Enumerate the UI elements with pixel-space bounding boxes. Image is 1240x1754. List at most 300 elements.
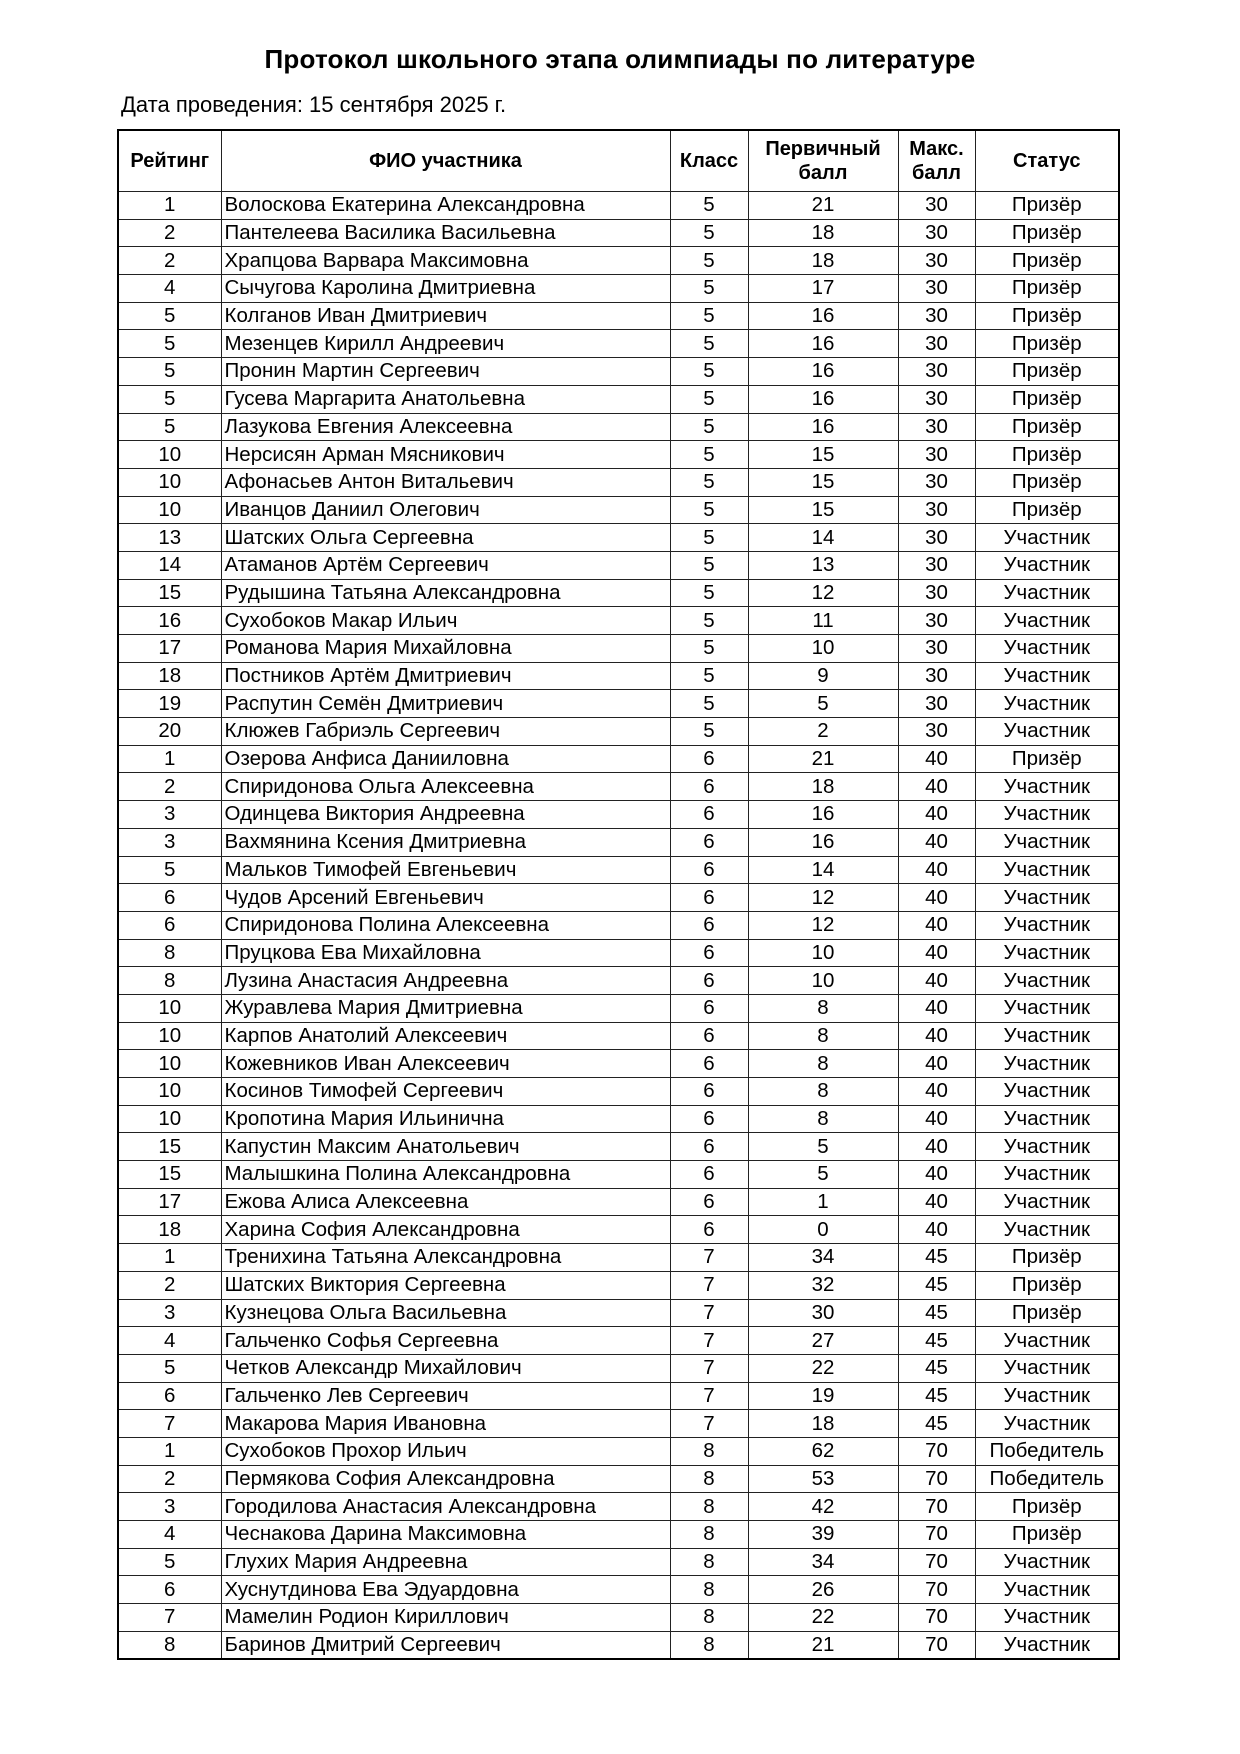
cell-participant-name: Гальченко Софья Сергеевна <box>221 1327 670 1355</box>
cell-participant-name: Чеснакова Дарина Максимовна <box>221 1521 670 1549</box>
cell-class: 6 <box>670 1188 748 1216</box>
cell-rank: 17 <box>118 635 221 663</box>
cell-max-score: 30 <box>898 247 975 275</box>
cell-status: Призёр <box>975 496 1119 524</box>
table-row <box>118 1327 1119 1355</box>
cell-class: 6 <box>670 745 748 773</box>
cell-primary-score: 5 <box>748 690 898 718</box>
cell-participant-name: Журавлева Мария Дмитриевна <box>221 994 670 1022</box>
table-row <box>118 1133 1119 1161</box>
table-row <box>118 884 1119 912</box>
cell-status: Призёр <box>975 1244 1119 1272</box>
cell-participant-name: Афонасьев Антон Витальевич <box>221 468 670 496</box>
cell-primary-score: 21 <box>748 192 898 220</box>
cell-max-score: 40 <box>898 745 975 773</box>
cell-primary-score: 0 <box>748 1216 898 1244</box>
cell-primary-score: 30 <box>748 1299 898 1327</box>
cell-rank: 5 <box>118 302 221 330</box>
cell-participant-name: Сухобоков Макар Ильич <box>221 607 670 635</box>
cell-class: 6 <box>670 1216 748 1244</box>
header-row <box>118 130 1119 192</box>
cell-max-score: 30 <box>898 192 975 220</box>
cell-max-score: 30 <box>898 607 975 635</box>
cell-class: 5 <box>670 192 748 220</box>
cell-rank: 10 <box>118 994 221 1022</box>
cell-status: Призёр <box>975 219 1119 247</box>
cell-status: Призёр <box>975 385 1119 413</box>
cell-max-score: 40 <box>898 801 975 829</box>
cell-status: Призёр <box>975 468 1119 496</box>
cell-participant-name: Клюжев Габриэль Сергеевич <box>221 718 670 746</box>
cell-status: Призёр <box>975 441 1119 469</box>
cell-participant-name: Одинцева Виктория Андреевна <box>221 801 670 829</box>
cell-status: Участник <box>975 1576 1119 1604</box>
cell-participant-name: Баринов Дмитрий Сергеевич <box>221 1631 670 1659</box>
cell-status: Участник <box>975 524 1119 552</box>
cell-status: Призёр <box>975 1299 1119 1327</box>
cell-max-score: 30 <box>898 524 975 552</box>
cell-primary-score: 17 <box>748 275 898 303</box>
cell-primary-score: 21 <box>748 745 898 773</box>
table-row <box>118 635 1119 663</box>
cell-rank: 10 <box>118 1022 221 1050</box>
cell-max-score: 30 <box>898 468 975 496</box>
table-row <box>118 607 1119 635</box>
table-row <box>118 1105 1119 1133</box>
cell-rank: 18 <box>118 662 221 690</box>
cell-status: Участник <box>975 967 1119 995</box>
cell-participant-name: Иванцов Даниил Олегович <box>221 496 670 524</box>
cell-class: 6 <box>670 994 748 1022</box>
cell-participant-name: Хуснутдинова Ева Эдуардовна <box>221 1576 670 1604</box>
cell-class: 6 <box>670 1050 748 1078</box>
table-row <box>118 192 1119 220</box>
table-row <box>118 275 1119 303</box>
cell-class: 5 <box>670 496 748 524</box>
cell-status: Призёр <box>975 330 1119 358</box>
cell-rank: 6 <box>118 911 221 939</box>
cell-primary-score: 15 <box>748 468 898 496</box>
cell-status: Участник <box>975 1078 1119 1106</box>
cell-class: 7 <box>670 1382 748 1410</box>
table-row <box>118 801 1119 829</box>
cell-class: 5 <box>670 468 748 496</box>
cell-status: Участник <box>975 1410 1119 1438</box>
cell-class: 8 <box>670 1493 748 1521</box>
cell-participant-name: Гусева Маргарита Анатольевна <box>221 385 670 413</box>
cell-status: Призёр <box>975 302 1119 330</box>
cell-participant-name: Лазукова Евгения Алексеевна <box>221 413 670 441</box>
cell-rank: 2 <box>118 773 221 801</box>
table-row <box>118 939 1119 967</box>
cell-class: 6 <box>670 1133 748 1161</box>
cell-rank: 15 <box>118 579 221 607</box>
cell-status: Призёр <box>975 1271 1119 1299</box>
table-row <box>118 1465 1119 1493</box>
cell-class: 7 <box>670 1327 748 1355</box>
cell-rank: 2 <box>118 219 221 247</box>
cell-rank: 1 <box>118 1437 221 1465</box>
cell-max-score: 30 <box>898 496 975 524</box>
cell-max-score: 30 <box>898 302 975 330</box>
cell-status: Призёр <box>975 192 1119 220</box>
table-row <box>118 413 1119 441</box>
table-row <box>118 1216 1119 1244</box>
cell-rank: 1 <box>118 192 221 220</box>
cell-status: Участник <box>975 551 1119 579</box>
cell-rank: 10 <box>118 1105 221 1133</box>
cell-primary-score: 10 <box>748 635 898 663</box>
table-row <box>118 856 1119 884</box>
header-primary-score <box>748 130 898 192</box>
cell-status: Участник <box>975 635 1119 663</box>
cell-participant-name: Косинов Тимофей Сергеевич <box>221 1078 670 1106</box>
table-row <box>118 247 1119 275</box>
cell-class: 5 <box>670 524 748 552</box>
cell-max-score: 40 <box>898 994 975 1022</box>
cell-status: Призёр <box>975 413 1119 441</box>
cell-class: 7 <box>670 1299 748 1327</box>
cell-max-score: 40 <box>898 773 975 801</box>
cell-rank: 6 <box>118 1576 221 1604</box>
cell-primary-score: 8 <box>748 1022 898 1050</box>
table-row <box>118 441 1119 469</box>
cell-primary-score: 42 <box>748 1493 898 1521</box>
cell-participant-name: Кожевников Иван Алексеевич <box>221 1050 670 1078</box>
cell-max-score: 40 <box>898 1050 975 1078</box>
cell-participant-name: Спиридонова Ольга Алексеевна <box>221 773 670 801</box>
cell-primary-score: 12 <box>748 911 898 939</box>
cell-primary-score: 16 <box>748 828 898 856</box>
cell-max-score: 40 <box>898 1188 975 1216</box>
cell-participant-name: Пантелеева Василика Васильевна <box>221 219 670 247</box>
cell-primary-score: 32 <box>748 1271 898 1299</box>
cell-max-score: 30 <box>898 579 975 607</box>
cell-rank: 10 <box>118 496 221 524</box>
cell-participant-name: Малышкина Полина Александровна <box>221 1161 670 1189</box>
table-row <box>118 1188 1119 1216</box>
cell-rank: 7 <box>118 1604 221 1632</box>
table-row <box>118 1050 1119 1078</box>
cell-max-score: 40 <box>898 884 975 912</box>
cell-class: 6 <box>670 1022 748 1050</box>
header-max-score-line1: Макс. <box>909 138 964 160</box>
header-max-score <box>898 130 975 192</box>
cell-primary-score: 27 <box>748 1327 898 1355</box>
table-row <box>118 1078 1119 1106</box>
cell-rank: 2 <box>118 1271 221 1299</box>
cell-participant-name: Гальченко Лев Сергеевич <box>221 1382 670 1410</box>
cell-class: 5 <box>670 551 748 579</box>
table-row <box>118 690 1119 718</box>
header-class: Класс <box>670 130 748 192</box>
cell-class: 8 <box>670 1437 748 1465</box>
table-row <box>118 1161 1119 1189</box>
table-row <box>118 994 1119 1022</box>
cell-participant-name: Глухих Мария Андреевна <box>221 1548 670 1576</box>
header-status: Статус <box>975 130 1119 192</box>
cell-class: 5 <box>670 358 748 386</box>
cell-max-score: 30 <box>898 275 975 303</box>
cell-participant-name: Городилова Анастасия Александровна <box>221 1493 670 1521</box>
cell-class: 5 <box>670 413 748 441</box>
cell-primary-score: 12 <box>748 884 898 912</box>
cell-class: 6 <box>670 1161 748 1189</box>
cell-status: Участник <box>975 690 1119 718</box>
cell-class: 5 <box>670 635 748 663</box>
cell-rank: 5 <box>118 1548 221 1576</box>
cell-max-score: 40 <box>898 911 975 939</box>
table-row <box>118 551 1119 579</box>
cell-status: Победитель <box>975 1437 1119 1465</box>
cell-class: 6 <box>670 801 748 829</box>
cell-status: Призёр <box>975 1521 1119 1549</box>
cell-primary-score: 21 <box>748 1631 898 1659</box>
cell-status: Участник <box>975 1050 1119 1078</box>
cell-status: Участник <box>975 1105 1119 1133</box>
cell-primary-score: 16 <box>748 302 898 330</box>
event-date: Дата проведения: 15 сентября 2025 г. <box>121 92 507 117</box>
cell-primary-score: 34 <box>748 1548 898 1576</box>
cell-max-score: 30 <box>898 441 975 469</box>
cell-status: Участник <box>975 939 1119 967</box>
cell-participant-name: Мезенцев Кирилл Андреевич <box>221 330 670 358</box>
cell-status: Участник <box>975 1604 1119 1632</box>
cell-participant-name: Кропотина Мария Ильинична <box>221 1105 670 1133</box>
results-table <box>117 129 1120 1660</box>
cell-class: 5 <box>670 690 748 718</box>
cell-max-score: 40 <box>898 828 975 856</box>
table-row <box>118 1410 1119 1438</box>
cell-rank: 13 <box>118 524 221 552</box>
cell-participant-name: Рудышина Татьяна Александровна <box>221 579 670 607</box>
cell-rank: 18 <box>118 1216 221 1244</box>
cell-rank: 10 <box>118 1078 221 1106</box>
cell-primary-score: 13 <box>748 551 898 579</box>
cell-participant-name: Сухобоков Прохор Ильич <box>221 1437 670 1465</box>
cell-rank: 8 <box>118 939 221 967</box>
cell-primary-score: 18 <box>748 219 898 247</box>
cell-class: 5 <box>670 302 748 330</box>
table-row <box>118 911 1119 939</box>
cell-participant-name: Харина София Александровна <box>221 1216 670 1244</box>
cell-participant-name: Мамелин Родион Кириллович <box>221 1604 670 1632</box>
cell-max-score: 40 <box>898 939 975 967</box>
cell-class: 5 <box>670 275 748 303</box>
cell-max-score: 30 <box>898 662 975 690</box>
table-row <box>118 1604 1119 1632</box>
cell-rank: 20 <box>118 718 221 746</box>
cell-max-score: 30 <box>898 635 975 663</box>
cell-status: Участник <box>975 1216 1119 1244</box>
cell-status: Участник <box>975 884 1119 912</box>
cell-participant-name: Шатских Ольга Сергеевна <box>221 524 670 552</box>
cell-status: Участник <box>975 1022 1119 1050</box>
cell-max-score: 70 <box>898 1521 975 1549</box>
cell-participant-name: Романова Мария Михайловна <box>221 635 670 663</box>
cell-max-score: 40 <box>898 1133 975 1161</box>
cell-status: Призёр <box>975 247 1119 275</box>
cell-rank: 16 <box>118 607 221 635</box>
cell-rank: 5 <box>118 1354 221 1382</box>
cell-rank: 10 <box>118 468 221 496</box>
cell-class: 7 <box>670 1244 748 1272</box>
cell-max-score: 40 <box>898 1216 975 1244</box>
header-name: ФИО участника <box>221 130 670 192</box>
cell-primary-score: 1 <box>748 1188 898 1216</box>
cell-class: 6 <box>670 1078 748 1106</box>
table-row <box>118 496 1119 524</box>
header-primary-score-line1: Первичный <box>765 138 881 160</box>
document-title: Протокол школьного этапа олимпиады по литературе <box>264 44 976 74</box>
cell-max-score: 45 <box>898 1410 975 1438</box>
cell-max-score: 30 <box>898 219 975 247</box>
cell-max-score: 45 <box>898 1244 975 1272</box>
cell-rank: 3 <box>118 801 221 829</box>
cell-status: Участник <box>975 1327 1119 1355</box>
cell-rank: 8 <box>118 1631 221 1659</box>
table-row <box>118 1437 1119 1465</box>
cell-rank: 15 <box>118 1161 221 1189</box>
cell-status: Призёр <box>975 1493 1119 1521</box>
table-row <box>118 1493 1119 1521</box>
cell-primary-score: 9 <box>748 662 898 690</box>
cell-participant-name: Нерсисян Арман Мясникович <box>221 441 670 469</box>
cell-class: 7 <box>670 1354 748 1382</box>
cell-max-score: 30 <box>898 690 975 718</box>
cell-primary-score: 53 <box>748 1465 898 1493</box>
cell-primary-score: 11 <box>748 607 898 635</box>
cell-participant-name: Чудов Арсений Евгеньевич <box>221 884 670 912</box>
cell-rank: 5 <box>118 413 221 441</box>
cell-max-score: 45 <box>898 1382 975 1410</box>
table-row <box>118 718 1119 746</box>
table-row <box>118 1576 1119 1604</box>
table-body <box>118 192 1119 1660</box>
cell-status: Участник <box>975 828 1119 856</box>
cell-max-score: 70 <box>898 1493 975 1521</box>
cell-rank: 6 <box>118 884 221 912</box>
cell-participant-name: Четков Александр Михайлович <box>221 1354 670 1382</box>
cell-participant-name: Храпцова Варвара Максимовна <box>221 247 670 275</box>
cell-class: 5 <box>670 579 748 607</box>
cell-class: 6 <box>670 856 748 884</box>
cell-rank: 7 <box>118 1410 221 1438</box>
cell-primary-score: 34 <box>748 1244 898 1272</box>
cell-participant-name: Пруцкова Ева Михайловна <box>221 939 670 967</box>
cell-class: 5 <box>670 330 748 358</box>
table-row <box>118 1271 1119 1299</box>
cell-class: 8 <box>670 1631 748 1659</box>
cell-participant-name: Пронин Мартин Сергеевич <box>221 358 670 386</box>
cell-rank: 6 <box>118 1382 221 1410</box>
table-row <box>118 219 1119 247</box>
cell-primary-score: 16 <box>748 385 898 413</box>
header-rank: Рейтинг <box>118 130 221 192</box>
cell-status: Участник <box>975 1161 1119 1189</box>
cell-max-score: 30 <box>898 551 975 579</box>
table-row <box>118 302 1119 330</box>
cell-rank: 3 <box>118 1299 221 1327</box>
table-row <box>118 1022 1119 1050</box>
cell-primary-score: 19 <box>748 1382 898 1410</box>
cell-primary-score: 18 <box>748 773 898 801</box>
cell-primary-score: 5 <box>748 1161 898 1189</box>
cell-class: 8 <box>670 1576 748 1604</box>
cell-rank: 19 <box>118 690 221 718</box>
cell-max-score: 70 <box>898 1631 975 1659</box>
cell-rank: 5 <box>118 385 221 413</box>
cell-participant-name: Спиридонова Полина Алексеевна <box>221 911 670 939</box>
cell-status: Участник <box>975 718 1119 746</box>
cell-rank: 2 <box>118 1465 221 1493</box>
cell-participant-name: Мальков Тимофей Евгеньевич <box>221 856 670 884</box>
cell-rank: 4 <box>118 1521 221 1549</box>
cell-rank: 15 <box>118 1133 221 1161</box>
cell-rank: 3 <box>118 828 221 856</box>
cell-primary-score: 16 <box>748 358 898 386</box>
cell-rank: 2 <box>118 247 221 275</box>
cell-participant-name: Волоскова Екатерина Александровна <box>221 192 670 220</box>
cell-max-score: 45 <box>898 1271 975 1299</box>
cell-primary-score: 62 <box>748 1437 898 1465</box>
cell-participant-name: Ежова Алиса Алексеевна <box>221 1188 670 1216</box>
table-row <box>118 828 1119 856</box>
cell-primary-score: 8 <box>748 1078 898 1106</box>
cell-primary-score: 39 <box>748 1521 898 1549</box>
cell-participant-name: Макарова Мария Ивановна <box>221 1410 670 1438</box>
cell-participant-name: Капустин Максим Анатольевич <box>221 1133 670 1161</box>
cell-status: Участник <box>975 1354 1119 1382</box>
table-row <box>118 1521 1119 1549</box>
cell-class: 7 <box>670 1271 748 1299</box>
table-row <box>118 1299 1119 1327</box>
cell-max-score: 40 <box>898 856 975 884</box>
cell-class: 8 <box>670 1548 748 1576</box>
cell-rank: 4 <box>118 1327 221 1355</box>
cell-max-score: 70 <box>898 1437 975 1465</box>
cell-class: 5 <box>670 247 748 275</box>
table-header <box>118 130 1119 192</box>
table-row <box>118 967 1119 995</box>
cell-primary-score: 14 <box>748 856 898 884</box>
table-row <box>118 524 1119 552</box>
cell-participant-name: Атаманов Артём Сергеевич <box>221 551 670 579</box>
cell-rank: 10 <box>118 441 221 469</box>
cell-class: 6 <box>670 911 748 939</box>
cell-max-score: 40 <box>898 967 975 995</box>
cell-participant-name: Постников Артём Дмитриевич <box>221 662 670 690</box>
cell-status: Призёр <box>975 745 1119 773</box>
cell-max-score: 30 <box>898 413 975 441</box>
cell-status: Участник <box>975 801 1119 829</box>
cell-class: 6 <box>670 884 748 912</box>
table-row <box>118 773 1119 801</box>
cell-status: Участник <box>975 856 1119 884</box>
cell-rank: 14 <box>118 551 221 579</box>
cell-rank: 17 <box>118 1188 221 1216</box>
cell-max-score: 30 <box>898 358 975 386</box>
cell-status: Призёр <box>975 358 1119 386</box>
cell-max-score: 70 <box>898 1465 975 1493</box>
cell-rank: 4 <box>118 275 221 303</box>
cell-rank: 10 <box>118 1050 221 1078</box>
cell-max-score: 70 <box>898 1548 975 1576</box>
cell-primary-score: 10 <box>748 939 898 967</box>
cell-max-score: 45 <box>898 1299 975 1327</box>
cell-class: 5 <box>670 441 748 469</box>
cell-status: Участник <box>975 1631 1119 1659</box>
